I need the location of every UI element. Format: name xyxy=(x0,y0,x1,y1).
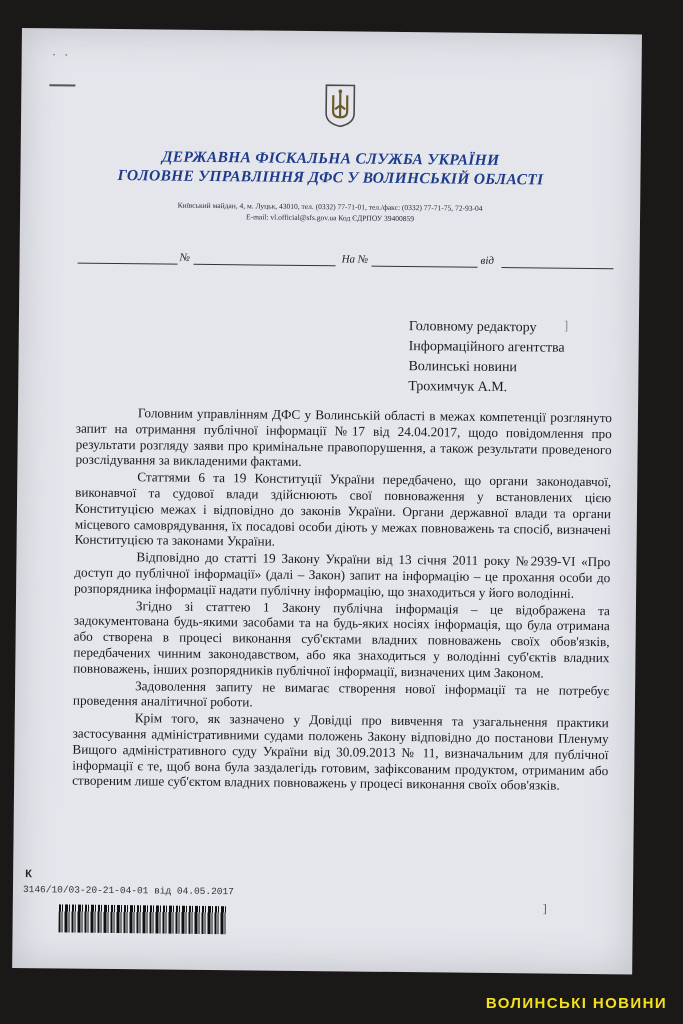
paragraph: Статтями 6 та 19 Конституції України передбачено, що органи законодавчої, виконавчої та судової влади здійснюють свої повноваження у встановлених цією Конституцією межах і відповідно до законів України. Органи державної влади та органи місцевого самоврядування, їх посадові особи діють у межах повноважень та спосіб, визначені Конституцією та законами України. xyxy=(74,469,612,550)
registration-line xyxy=(78,251,618,271)
trident-emblem-icon xyxy=(323,83,357,127)
recipient-line4: Трохимчук А.М. xyxy=(408,379,508,396)
recipient-line3: Волинські новини xyxy=(408,359,518,376)
staple-marks: · · xyxy=(51,48,71,64)
recipient-line2: Інформаційного агентства xyxy=(408,339,565,356)
address-line: Київський майдан, 4, м. Луцьк, 43010, тел. (0332) 77-71-01, тел./факс: (0332) 77-71-75, 72-93-04 xyxy=(177,200,483,213)
org-name-line2: ГОЛОВНЕ УПРАВЛІННЯ ДФС У ВОЛИНСЬКІЙ ОБЛАСТІ xyxy=(117,167,544,189)
paragraph: Згідно зі статтею 1 Закону публічна інформація – це відображена та задокументована будь-якими засобами та на будь-яких носіях інформація, що була отримана або створена в процесі виконання суб'єктами владних повноважень своїх обов'язків, передбачених чинним законодавством, або яка знаходиться у володінні суб'єктів владних повноважень, інших розпорядників публічної інформації, визначених цим Законом. xyxy=(73,597,611,681)
barcode xyxy=(59,904,227,934)
paragraph: Задоволення запиту не вимагає створення нової інформації та не потребує проведення аналітичної роботи. xyxy=(72,677,610,710)
letterhead-title xyxy=(20,146,640,190)
stamp-letter: К xyxy=(25,868,32,881)
reg-ref-label: На № xyxy=(341,253,369,266)
letterhead-address xyxy=(20,198,640,226)
watermark-logo: ВОЛИНСЬКІ НОВИНИ xyxy=(485,995,667,1012)
letter-body xyxy=(72,405,612,796)
paragraph: Крім того, як зазначено у Довідці про вивчення та узагальнення практики застосування адміністративними судами положень Закону відповідно до постанови Пленуму Вищого адміністративного суду України від 30.09.2013 № 11, визначальним для публічної інформації є те, щоб вона була заздалегідь готовим, зафіксованим продуктом, отриманим або створеним лише суб'єктом владних повноважень у процесі виконання своїх обов'язків. xyxy=(72,710,609,794)
margin-bracket: ] xyxy=(563,317,569,333)
paragraph: Відповідно до статті 19 Закону України від 13 січня 2011 року №2939-VI «Про доступ до публічної інформації» (далі – Закон) запит на інформацію – це прохання особи до розпорядника інформації надати публічну інформацію, що знаходиться у його володінні. xyxy=(74,549,611,601)
reg-number-label: № xyxy=(179,251,191,264)
contacts-line: E-mail: vl.official@sfs.gov.ua Код ЄДРПОУ 39400859 xyxy=(245,212,415,224)
recipient-block xyxy=(408,317,565,399)
document-page xyxy=(12,28,642,974)
recipient-line1: Головному редактору xyxy=(408,319,537,336)
registration-number: 3146/10/03-20-21-04-01 від 04.05.2017 xyxy=(22,884,234,898)
corner-dash xyxy=(49,84,75,86)
paragraph: Головним управлінням ДФС у Волинській області в межах компетенції розглянуто запит на отримання публічної інформації №17 від 24.04.2017, щодо повідомлення про результати розгляду заяви про кримінальне правопорушення, а також результати проведеного розслідування за викладеними фактами. xyxy=(75,405,613,470)
margin-bracket-bottom: ] xyxy=(542,901,547,916)
org-name-line1: ДЕРЖАВНА ФІСКАЛЬНА СЛУЖБА УКРАЇНИ xyxy=(161,148,500,170)
reg-from-label: від xyxy=(480,254,495,267)
